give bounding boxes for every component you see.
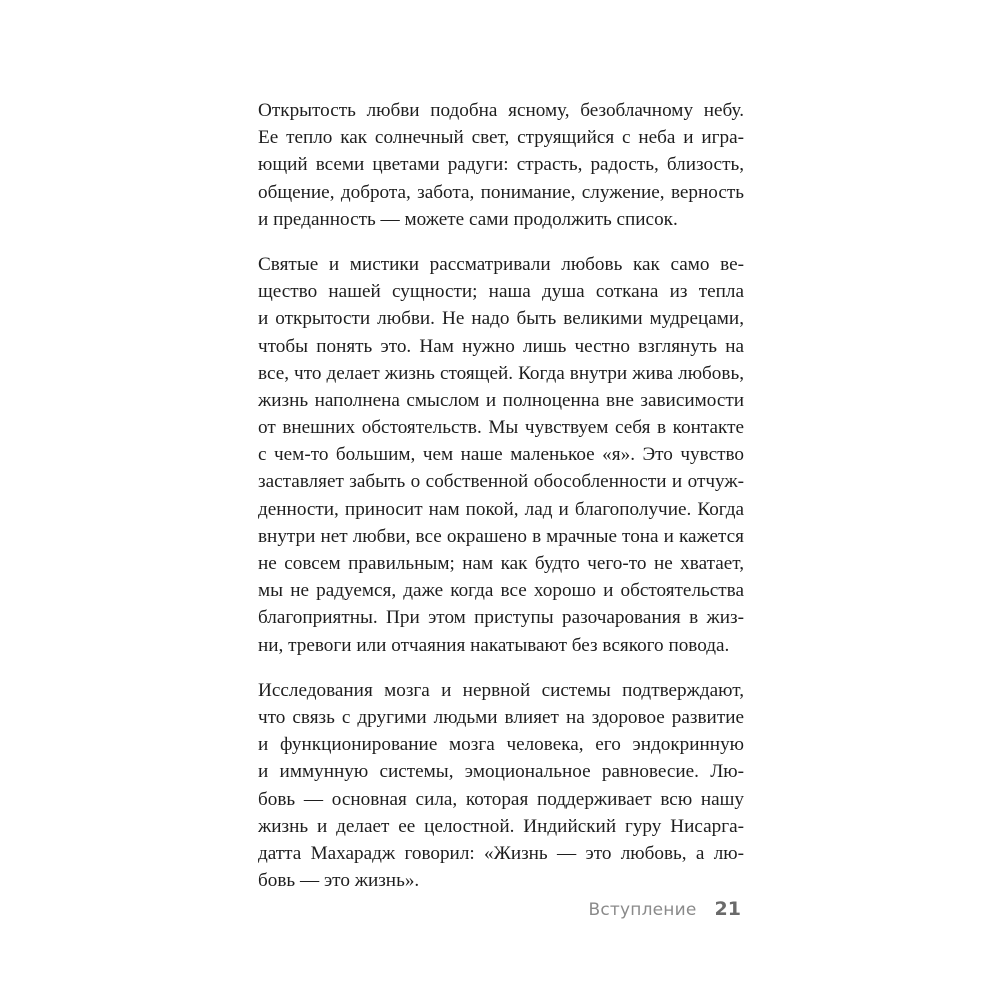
text-line: не совсем правильным; нам как будто чего-то не хватает, [258, 553, 744, 574]
text-line: жизнь и делает ее целостной. Индийский гуру Нисарга- [258, 815, 744, 837]
text-line: ни, тревоги или отчаяния накатывают без всякого повода. [258, 634, 730, 656]
text-line: внутри нет любви, все окрашено в мрачные тона и кажется [258, 525, 744, 547]
text-line: и функционирование мозга человека, его эндокринную [258, 734, 744, 756]
paragraph-love-openness [258, 97, 744, 233]
text-line: денности, приносит нам покой, лад и благополучие. Когда [258, 498, 744, 520]
text-line: благоприятны. При этом приступы разочарования в жиз- [258, 607, 744, 629]
text-line: и открытости любви. Не надо быть великими мудрецами, [258, 308, 744, 330]
text-line: и преданность — можете сами продолжить список. [258, 208, 678, 230]
paragraph-saints-mystics [258, 251, 744, 659]
text-line: бовь — основная сила, которая поддерживает всю нашу [258, 788, 744, 810]
text-line: и иммунную системы, эмоциональное равновесие. Лю- [258, 761, 744, 783]
text-line: чтобы понять это. Нам нужно лишь честно взглянуть на [258, 335, 744, 357]
text-line: все, что делает жизнь стоящей. Когда внутри жива любовь, [258, 362, 744, 384]
text-line: Святые и мистики рассматривали любовь как само ве- [258, 253, 744, 275]
running-head: Вступление [588, 900, 697, 920]
text-line: Открытость любви подобна ясному, безоблачному небу. [258, 100, 744, 121]
text-line: общение, доброта, забота, понимание, служение, верность [258, 181, 744, 203]
text-line: датта Махарадж говорил: «Жизнь — это любовь, а лю- [258, 842, 744, 864]
text-line: бовь — это жизнь». [258, 870, 420, 892]
text-line: щество нашей сущности; наша душа соткана из тепла [258, 281, 744, 303]
text-line: с чем-то большим, чем наше маленькое «я». Это чувство [258, 444, 744, 466]
page-number: 21 [714, 898, 741, 920]
text-line: что связь с другими людьми влияет на здоровое развитие [258, 706, 744, 728]
text-line: от внешних обстоятельств. Мы чувствуем себя в контакте [258, 417, 744, 439]
page-footer [589, 898, 742, 928]
text-line: ющий всеми цветами радуги: страсть, радость, близость, [258, 154, 744, 176]
text-line: жизнь наполнена смыслом и полноценна вне зависимости [258, 389, 744, 411]
text-line: Исследования мозга и нервной системы подтверждают, [258, 679, 744, 701]
text-line: заставляет забыть о собственной обособленности и отчуж- [258, 471, 744, 493]
text-line: мы не радуемся, даже когда все хорошо и обстоятельства [258, 580, 744, 602]
body-text [258, 97, 744, 912]
paragraph-brain-research [258, 677, 744, 895]
text-line: Ее тепло как солнечный свет, струящийся с неба и игра- [258, 127, 744, 149]
